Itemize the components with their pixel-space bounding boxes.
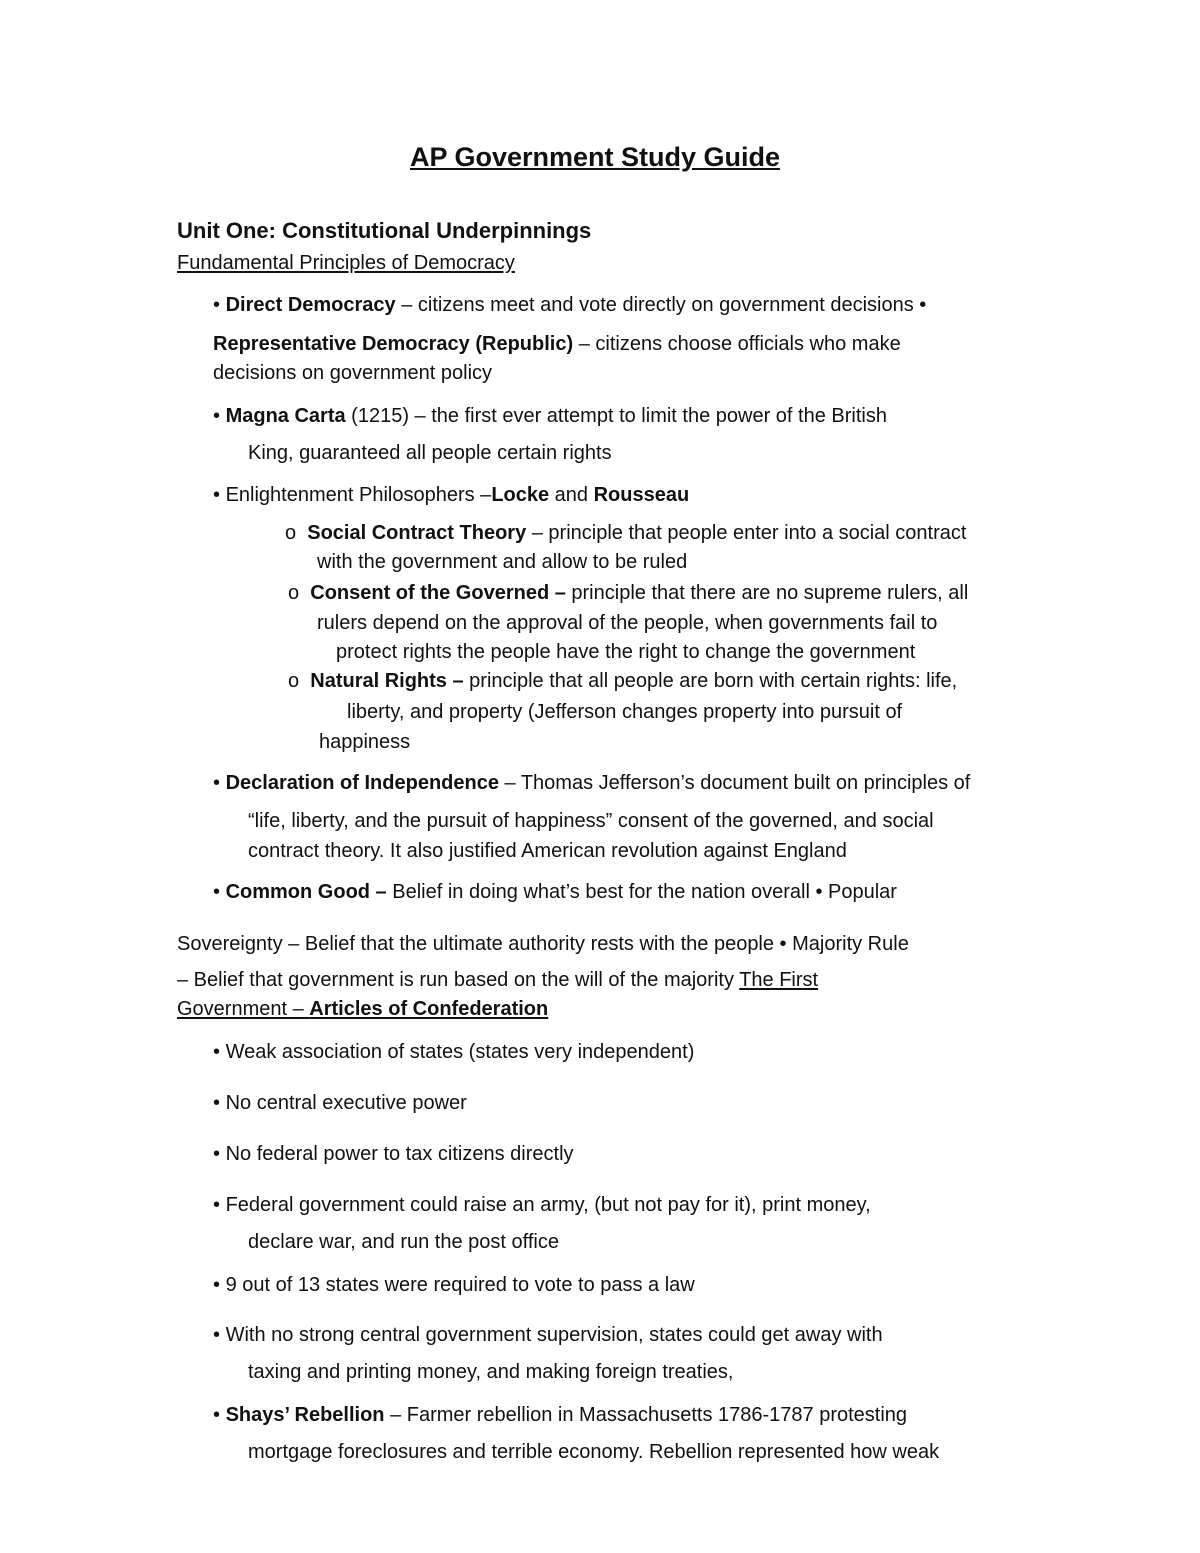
definition: principle that all people are born with certain rights: life,	[463, 670, 958, 692]
definition: – citizens meet and vote directly on government decisions •	[395, 294, 927, 316]
text-line: mortgage foreclosures and terrible economy. Rebellion represented how weak	[248, 1441, 940, 1463]
list-item	[213, 331, 901, 357]
term: Rousseau	[593, 484, 690, 506]
text-line: rulers depend on the approval of the people, when governments fail to	[317, 612, 938, 634]
text-line: contract theory. It also justified American revolution against England	[248, 840, 847, 862]
list-item	[213, 403, 887, 429]
text-line: Sovereignty – Belief that the ultimate authority rests with the people • Majority Rule	[177, 933, 909, 955]
text-line: “life, liberty, and the pursuit of happiness” consent of the governed, and social	[248, 810, 934, 832]
list-item	[213, 770, 970, 796]
definition: (1215) – the first ever attempt to limit the power of the British	[345, 405, 887, 427]
term: Magna Carta	[225, 405, 346, 427]
text: Government –	[177, 998, 310, 1020]
text: Enlightenment Philosophers –	[225, 484, 492, 506]
circle-bullet-icon: o	[288, 582, 300, 604]
definition: – Thomas Jefferson’s document built on principles of	[498, 772, 971, 794]
sub-list-item	[285, 520, 966, 546]
term: Social Contract Theory	[307, 522, 527, 544]
text: and	[549, 484, 594, 506]
bullet-icon: •	[213, 1041, 221, 1063]
circle-bullet-icon: o	[288, 670, 300, 692]
term: Representative Democracy (Republic)	[213, 333, 574, 355]
term: Locke	[491, 484, 550, 506]
text: No federal power to tax citizens directly	[225, 1143, 574, 1165]
definition: – principle that people enter into a social contract	[526, 522, 967, 544]
section-subheading: Fundamental Principles of Democracy	[177, 252, 515, 274]
term: Shays’ Rebellion	[225, 1404, 385, 1426]
list-item	[213, 1141, 574, 1167]
document-title: AP Government Study Guide	[409, 142, 781, 172]
sub-list-item	[288, 668, 957, 694]
section-heading: The First	[739, 969, 819, 991]
list-item	[213, 879, 897, 905]
bullet-icon: •	[213, 484, 221, 506]
bullet-icon: •	[213, 294, 221, 316]
text-line: liberty, and property (Jefferson changes property into pursuit of	[347, 701, 903, 723]
text-line: decisions on government policy	[213, 362, 493, 384]
bullet-icon: •	[213, 405, 221, 427]
text-line: happiness	[319, 731, 411, 753]
list-item	[213, 482, 689, 508]
definition: – citizens choose officials who make	[573, 333, 901, 355]
term: Natural Rights –	[310, 670, 464, 692]
bullet-icon: •	[213, 1143, 221, 1165]
text: No central executive power	[225, 1092, 467, 1114]
bullet-icon: •	[213, 1274, 221, 1296]
text-line: taxing and printing money, and making foreign treaties,	[248, 1361, 734, 1383]
term: Direct Democracy	[225, 294, 396, 316]
bullet-icon: •	[213, 1092, 221, 1114]
bullet-icon: •	[213, 1194, 221, 1216]
list-item	[213, 1039, 694, 1065]
term: Common Good –	[225, 881, 387, 903]
definition: principle that there are no supreme rulers, all	[565, 582, 969, 604]
list-item	[213, 1322, 883, 1348]
text-line	[177, 967, 818, 993]
bullet-icon: •	[213, 1324, 221, 1346]
unit-heading: Unit One: Constitutional Underpinnings	[177, 218, 592, 243]
text: With no strong central government supervision, states could get away with	[225, 1324, 883, 1346]
term: Articles of Confederation	[309, 998, 549, 1020]
bullet-icon: •	[213, 1404, 221, 1426]
section-heading	[177, 996, 548, 1022]
list-item	[213, 1192, 871, 1218]
list-item	[213, 1272, 695, 1298]
list-item	[213, 292, 926, 318]
text: 9 out of 13 states were required to vote to pass a law	[225, 1274, 695, 1296]
circle-bullet-icon: o	[285, 522, 297, 544]
text: Federal government could raise an army, (but not pay for it), print money,	[225, 1194, 871, 1216]
list-item	[213, 1090, 467, 1116]
text: Weak association of states (states very independent)	[225, 1041, 695, 1063]
definition: – Farmer rebellion in Massachusetts 1786-1787 protesting	[384, 1404, 908, 1426]
sub-list-item	[288, 580, 968, 606]
bullet-icon: •	[213, 772, 221, 794]
text-line: declare war, and run the post office	[248, 1231, 559, 1253]
term: Consent of the Governed –	[310, 582, 566, 604]
text-line: protect rights the people have the right to change the government	[336, 641, 916, 663]
bullet-icon: •	[213, 881, 221, 903]
text-line: King, guaranteed all people certain rights	[248, 442, 612, 464]
definition: Belief in doing what’s best for the nation overall • Popular	[386, 881, 897, 903]
term: Declaration of Independence	[225, 772, 499, 794]
list-item	[213, 1402, 907, 1428]
text: – Belief that government is run based on the will of the majority	[177, 969, 740, 991]
text-line: with the government and allow to be ruled	[317, 551, 688, 573]
